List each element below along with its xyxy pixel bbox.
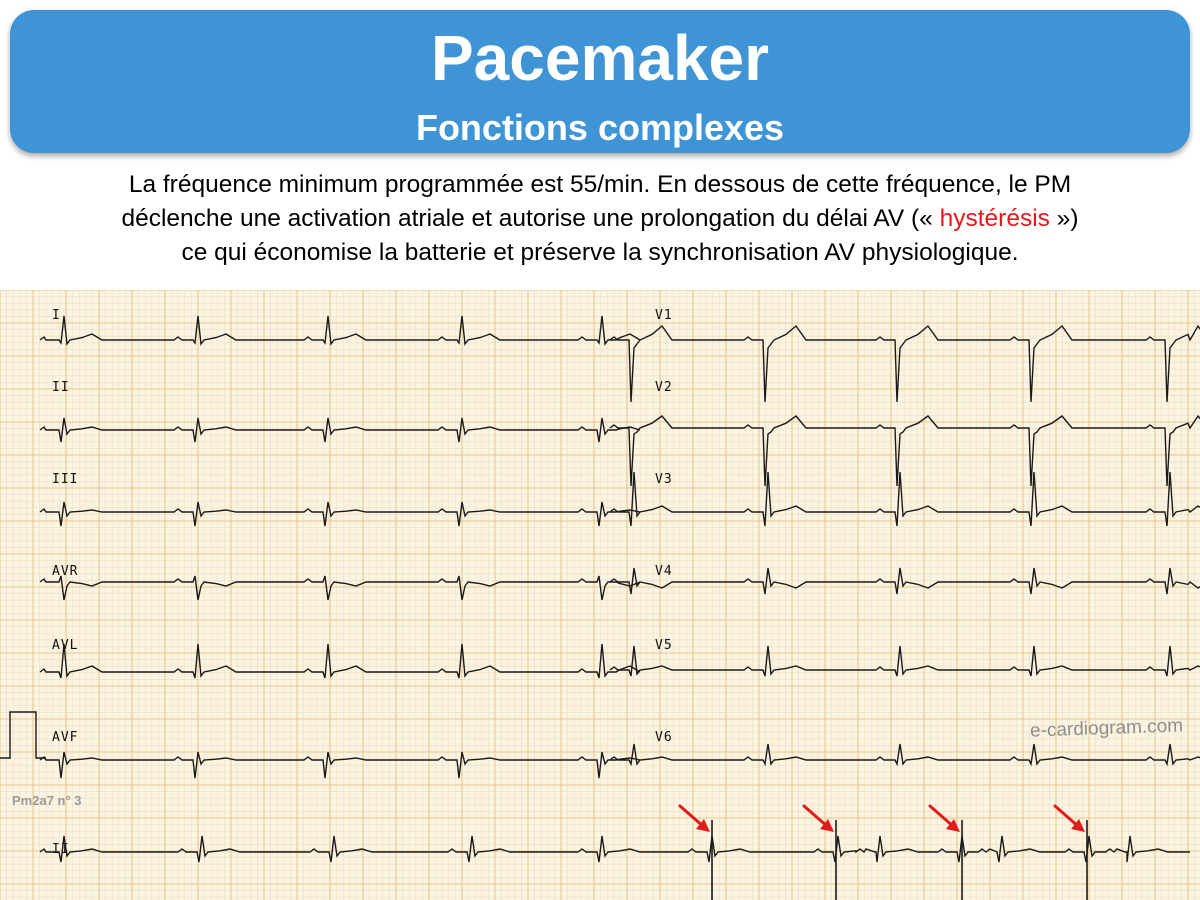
title-banner: [10, 10, 1190, 153]
page-subtitle: Fonctions complexes: [415, 107, 785, 148]
lead-label-iii: III: [52, 472, 79, 487]
description-line-1: La fréquence minimum programmée est 55/min. En dessous de cette fréquence, le PM: [128, 171, 1072, 198]
description-line-2-start: déclenche une activation atriale et autorise une prolongation du délai AV («: [121, 205, 940, 232]
trace-lead-avr: [40, 576, 640, 600]
trace-lead-v4: [610, 568, 1200, 594]
hysteresis-highlight: hystérésis: [939, 205, 1050, 232]
ecg-id-label: Pm2a7 n° 3: [12, 793, 82, 808]
ecg-grid-major: [0, 290, 1200, 900]
lead-label-avf: AVF: [52, 730, 79, 745]
trace-lead-v3: [610, 472, 1200, 526]
trace-lead-iii: [40, 502, 640, 526]
lead-label-v4: V4: [655, 564, 673, 579]
trace-lead-v2: [610, 416, 1200, 486]
description-text: [8, 168, 1192, 270]
description-line-3: ce qui économise la batterie et préserve la synchronisation AV physiologique.: [181, 239, 1019, 266]
lead-label-v3: V3: [655, 472, 673, 487]
trace-lead-v1: [610, 326, 1200, 402]
trace-lead-v5: [610, 646, 1200, 676]
lead-label-i: I: [52, 308, 61, 323]
lead-label-v2: V2: [655, 380, 673, 395]
ecg-strip: [0, 290, 1200, 900]
trace-rhythm-ii: [40, 836, 1190, 862]
trace-lead-i: [40, 316, 640, 344]
trace-lead-v6: [610, 744, 1200, 764]
lead-label-rhythm-ii: II: [52, 842, 70, 857]
lead-label-v6: V6: [655, 730, 673, 745]
lead-label-avl: AVL: [52, 638, 79, 653]
ecg-grid-minor: [0, 290, 1200, 900]
ecg-grid-and-traces: [0, 290, 1200, 900]
page-title: Pacemaker: [430, 22, 770, 94]
description-line-2-end: »): [1049, 205, 1079, 232]
lead-label-v1: V1: [655, 308, 673, 323]
lead-label-v5: V5: [655, 638, 673, 653]
lead-label-avr: AVR: [52, 564, 79, 579]
watermark: e-cardiogram.com: [1029, 715, 1184, 742]
lead-label-ii: II: [52, 380, 70, 395]
description-line-2: [8, 202, 1192, 236]
